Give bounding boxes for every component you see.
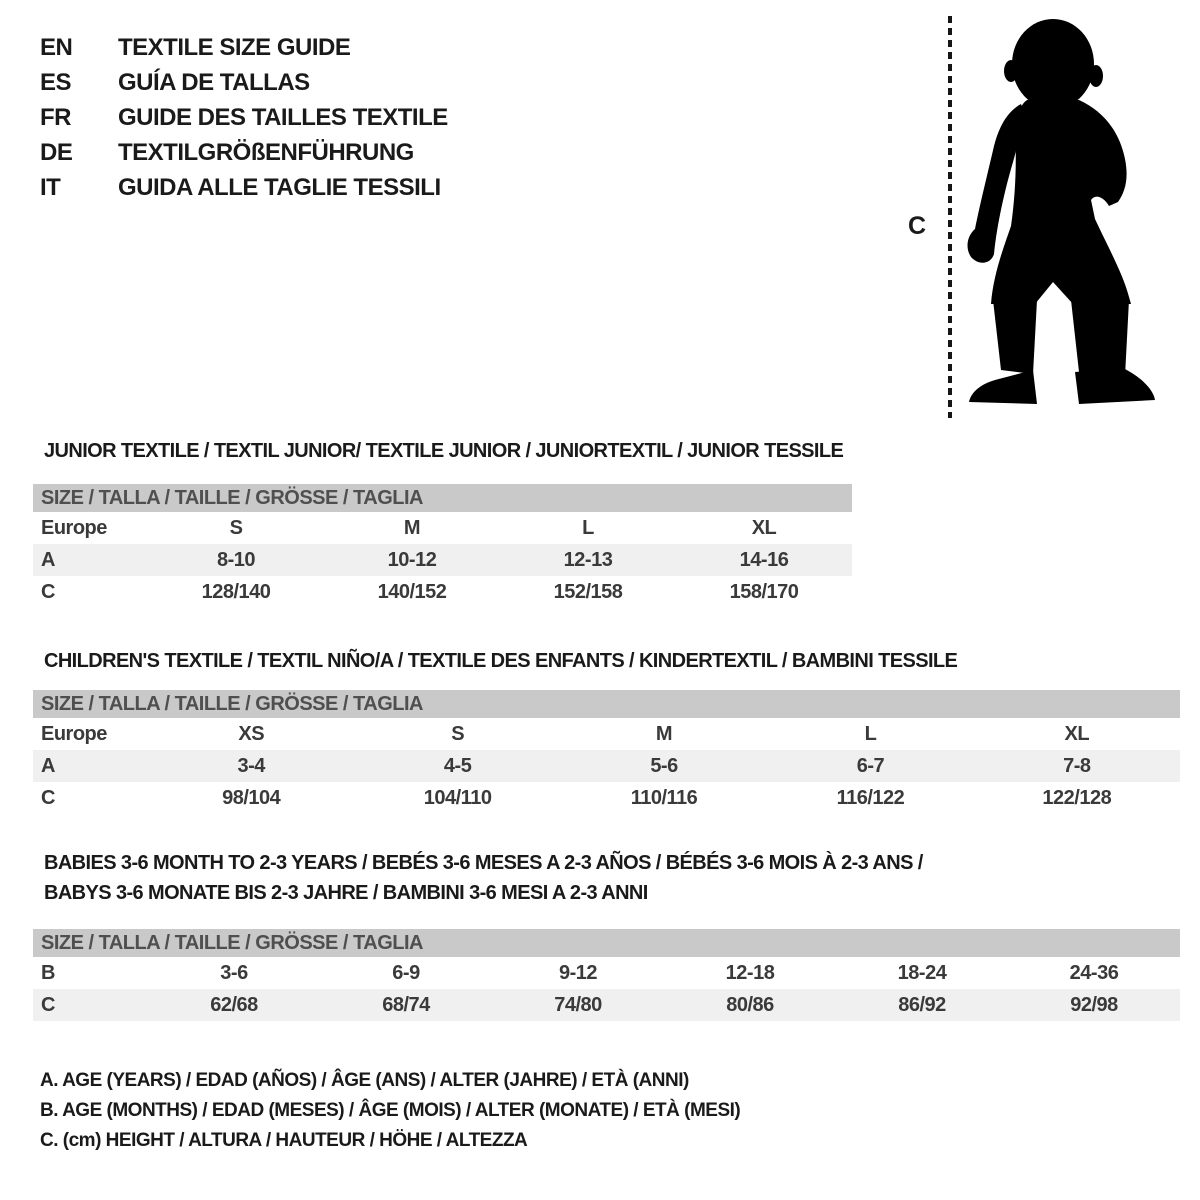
table-cell: 74/80 [554,993,602,1016]
row-label: C [41,993,55,1016]
toddler-silhouette-icon [963,14,1160,414]
table-cell: 122/128 [1042,786,1112,809]
table-row [33,512,852,544]
table-cell: 9-12 [558,961,598,984]
row-label: B [41,961,55,984]
language-row [40,100,448,135]
legend-line: B. AGE (MONTHS) / EDAD (MESES) / ÂGE (MOIS) / ALTER (MONATE) / ETÀ (MESI) [40,1100,741,1121]
table-row [33,750,1180,782]
height-measure-dashed-line [948,16,952,418]
table-row [33,989,1180,1021]
size-header-bar: SIZE / TALLA / TAILLE / GRÖSSE / TAGLIA [33,484,852,512]
table-cell: L [864,722,877,745]
table-cell: M [655,722,673,745]
children-size-table [33,690,1180,814]
language-code: FR [40,103,71,131]
table-cell: 3-4 [237,754,265,777]
row-label: A [41,548,55,571]
size-header-bar: SIZE / TALLA / TAILLE / GRÖSSE / TAGLIA [33,929,1180,957]
height-measure-label: C [908,212,927,240]
language-code: DE [40,138,73,166]
table-cell: 12-13 [563,548,613,571]
table-cell: 110/116 [630,786,698,809]
table-cell: 3-6 [220,961,248,984]
table-cell: 14-16 [739,548,789,571]
table-cell: 128/140 [201,580,271,603]
section-title-children [44,646,957,676]
language-code: EN [40,33,73,61]
table-cell: XL [1064,722,1090,745]
row-label: C [41,786,55,809]
row-label: C [41,580,55,603]
table-row [33,718,1180,750]
table-cell: 98/104 [222,786,281,809]
table-cell: 12-18 [725,961,775,984]
table-cell: 5-6 [650,754,678,777]
table-cell: 104/110 [423,786,492,809]
table-cell: 140/152 [377,580,447,603]
table-cell: 7-8 [1063,754,1091,777]
section-title-line: BABIES 3-6 MONTH TO 2-3 YEARS / BEBÉS 3-6 MESES A 2-3 AÑOS / BÉBÉS 3-6 MOIS À 2-3 ANS / [44,852,923,874]
language-title-list [40,30,448,205]
table-cell: 24-36 [1069,961,1119,984]
table-cell: 6-9 [392,961,420,984]
table-cell: L [582,516,594,539]
language-title: TEXTILGRÖßENFÜHRUNG [118,138,414,166]
table-row [33,782,1180,814]
section-title-junior [44,436,843,466]
junior-size-table [33,484,852,608]
table-cell: S [451,722,465,745]
table-cell: 158/170 [729,580,799,603]
row-label: Europe [41,722,107,745]
section-title-line: BABYS 3-6 MONATE BIS 2-3 JAHRE / BAMBINI 3-6 MESI A 2-3 ANNI [44,882,648,904]
language-title: GUÍA DE TALLAS [118,68,310,96]
table-cell: 6-7 [856,754,885,777]
language-row [40,135,448,170]
table-cell: XS [238,722,265,745]
legend-line: A. AGE (YEARS) / EDAD (AÑOS) / ÂGE (ANS) / ALTER (JAHRE) / ETÀ (ANNI) [40,1070,689,1091]
table-cell: 68/74 [382,993,430,1016]
language-code: ES [40,68,72,96]
table-cell: 152/158 [553,580,623,603]
table-cell: 92/98 [1070,993,1118,1016]
language-row [40,170,448,205]
table-row [33,957,1180,989]
table-cell: M [403,516,421,539]
table-cell: 80/86 [726,993,774,1016]
size-header-bar: SIZE / TALLA / TAILLE / GRÖSSE / TAGLIA [33,690,1180,718]
table-cell: 86/92 [898,993,946,1016]
section-title-babies [44,848,923,908]
language-title: TEXTILE SIZE GUIDE [118,33,351,61]
legend-line: C. (cm) HEIGHT / ALTURA / HAUTEUR / HÖHE / ALTEZZA [40,1130,528,1151]
table-cell: S [229,516,243,539]
measurement-legend [40,1066,740,1156]
row-label: A [41,754,55,777]
table-cell: 116/122 [836,786,905,809]
section-title-line: CHILDREN'S TEXTILE / TEXTIL NIÑO/A / TEXTILE DES ENFANTS / KINDERTEXTIL / BAMBINI TESSILE [44,650,958,672]
row-label: Europe [41,516,107,539]
table-cell: 4-5 [443,754,472,777]
table-cell: 10-12 [387,548,437,571]
table-cell: 8-10 [216,548,256,571]
babies-size-table [33,929,1180,1021]
table-row [33,544,852,576]
table-row [33,576,852,608]
section-title-line: JUNIOR TEXTILE / TEXTIL JUNIOR/ TEXTILE JUNIOR / JUNIORTEXTIL / JUNIOR TESSILE [44,440,844,462]
language-title: GUIDE DES TAILLES TEXTILE [118,103,448,131]
table-cell: 62/68 [210,993,258,1016]
language-code: IT [40,173,61,201]
language-row [40,30,448,65]
language-row [40,65,448,100]
table-cell: 18-24 [897,961,947,984]
language-title: GUIDA ALLE TAGLIE TESSILI [118,173,441,201]
table-cell: XL [751,516,777,539]
